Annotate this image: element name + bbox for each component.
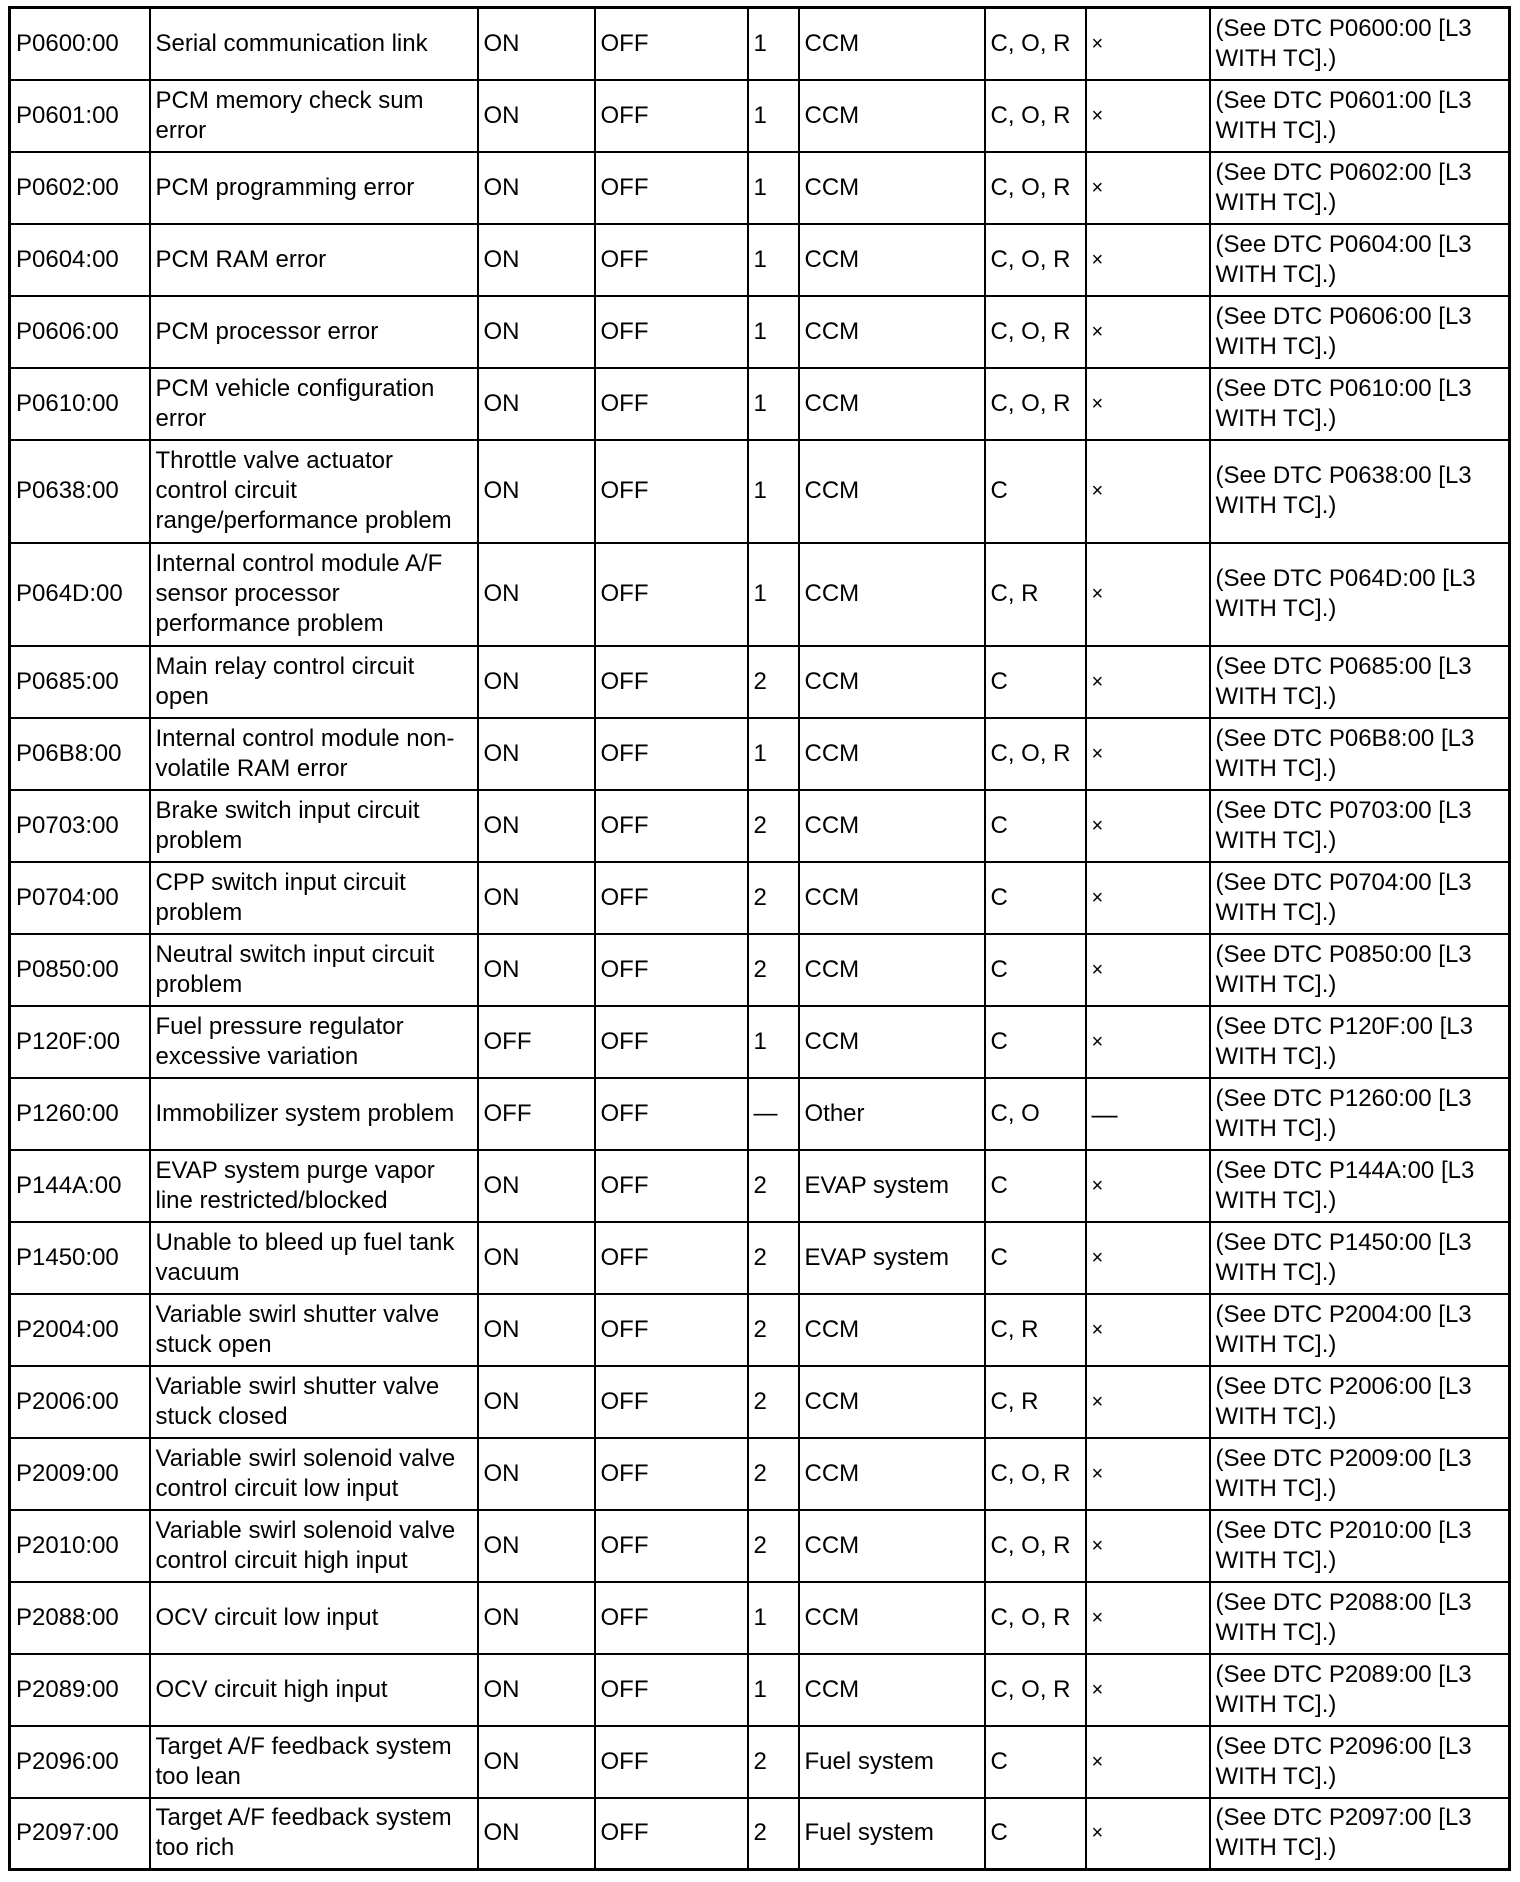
dtc-code: P0606:00 [10, 296, 150, 368]
dtc-col4: OFF [595, 1366, 748, 1438]
dtc-category: CCM [799, 8, 985, 80]
dtc-col3: ON [478, 1222, 595, 1294]
dtc-col3: ON [478, 1582, 595, 1654]
dtc-col4: OFF [595, 1222, 748, 1294]
dtc-reference: (See DTC P2088:00 [L3 WITH TC].) [1210, 1582, 1510, 1654]
dtc-col3: ON [478, 440, 595, 543]
dtc-col5: 2 [748, 862, 799, 934]
dtc-description: Internal control module A/F sensor processor performance problem [150, 543, 478, 646]
dtc-col4: OFF [595, 1726, 748, 1798]
dtc-col4: OFF [595, 80, 748, 152]
dtc-code: P2006:00 [10, 1366, 150, 1438]
dtc-col3: ON [478, 368, 595, 440]
dtc-col4: OFF [595, 1582, 748, 1654]
dtc-col5: 2 [748, 1726, 799, 1798]
table-row [10, 934, 1510, 1006]
table-row [10, 368, 1510, 440]
dtc-col3: OFF [478, 1006, 595, 1078]
dtc-col8: × [1086, 934, 1210, 1006]
dtc-description: Brake switch input circuit problem [150, 790, 478, 862]
dtc-col5: 1 [748, 1582, 799, 1654]
dtc-code: P0600:00 [10, 8, 150, 80]
dtc-col8: × [1086, 1654, 1210, 1726]
dtc-col4: OFF [595, 440, 748, 543]
dtc-reference: (See DTC P06B8:00 [L3 WITH TC].) [1210, 718, 1510, 790]
dtc-col3: ON [478, 8, 595, 80]
dtc-col3: ON [478, 790, 595, 862]
dtc-col8: × [1086, 1582, 1210, 1654]
dtc-col5: 2 [748, 646, 799, 718]
dtc-col8: × [1086, 790, 1210, 862]
dtc-category: Other [799, 1078, 985, 1150]
dtc-description: EVAP system purge vapor line restricted/blocked [150, 1150, 478, 1222]
table-row [10, 8, 1510, 80]
table-row [10, 1078, 1510, 1150]
dtc-col3: ON [478, 862, 595, 934]
table-row [10, 224, 1510, 296]
dtc-col5: 1 [748, 80, 799, 152]
dtc-col5: 2 [748, 1222, 799, 1294]
dtc-col8: × [1086, 8, 1210, 80]
dtc-col7: C [985, 646, 1086, 718]
dtc-col7: C, O, R [985, 296, 1086, 368]
dtc-reference: (See DTC P120F:00 [L3 WITH TC].) [1210, 1006, 1510, 1078]
dtc-col4: OFF [595, 934, 748, 1006]
dtc-col7: C [985, 1222, 1086, 1294]
dtc-category: Fuel system [799, 1798, 985, 1870]
dtc-reference: (See DTC P064D:00 [L3 WITH TC].) [1210, 543, 1510, 646]
dtc-code: P0685:00 [10, 646, 150, 718]
dtc-category: CCM [799, 1510, 985, 1582]
dtc-col8: × [1086, 152, 1210, 224]
dtc-col8: × [1086, 1222, 1210, 1294]
dtc-col5: 2 [748, 1366, 799, 1438]
dtc-category: EVAP system [799, 1222, 985, 1294]
dtc-code: P0850:00 [10, 934, 150, 1006]
table-row [10, 1366, 1510, 1438]
dtc-col8: × [1086, 368, 1210, 440]
table-row [10, 1438, 1510, 1510]
dtc-col3: ON [478, 1654, 595, 1726]
dtc-col4: OFF [595, 718, 748, 790]
dtc-category: EVAP system [799, 1150, 985, 1222]
dtc-col7: C, R [985, 1294, 1086, 1366]
dtc-description: CPP switch input circuit problem [150, 862, 478, 934]
dtc-col8: × [1086, 440, 1210, 543]
dtc-category: CCM [799, 440, 985, 543]
dtc-col7: C, O, R [985, 1654, 1086, 1726]
dtc-category: CCM [799, 718, 985, 790]
table-row [10, 1294, 1510, 1366]
dtc-col8: × [1086, 543, 1210, 646]
dtc-reference: (See DTC P0600:00 [L3 WITH TC].) [1210, 8, 1510, 80]
dtc-col3: ON [478, 1438, 595, 1510]
dtc-col4: OFF [595, 1150, 748, 1222]
dtc-code: P2009:00 [10, 1438, 150, 1510]
dtc-code: P0703:00 [10, 790, 150, 862]
table-row [10, 1654, 1510, 1726]
dtc-category: CCM [799, 543, 985, 646]
dtc-category: CCM [799, 1654, 985, 1726]
dtc-col5: 1 [748, 1006, 799, 1078]
dtc-code: P2010:00 [10, 1510, 150, 1582]
dtc-col8: × [1086, 862, 1210, 934]
dtc-reference: (See DTC P1260:00 [L3 WITH TC].) [1210, 1078, 1510, 1150]
dtc-code: P0601:00 [10, 80, 150, 152]
table-row [10, 296, 1510, 368]
dtc-col8: × [1086, 1294, 1210, 1366]
dtc-col5: 2 [748, 1510, 799, 1582]
dtc-category: CCM [799, 646, 985, 718]
table-row [10, 790, 1510, 862]
dtc-description: PCM RAM error [150, 224, 478, 296]
dtc-category: CCM [799, 790, 985, 862]
dtc-col3: ON [478, 1510, 595, 1582]
dtc-col5: — [748, 1078, 799, 1150]
dtc-category: CCM [799, 296, 985, 368]
dtc-col7: C, O, R [985, 224, 1086, 296]
dtc-category: CCM [799, 1294, 985, 1366]
dtc-col5: 1 [748, 8, 799, 80]
dtc-col5: 2 [748, 790, 799, 862]
table-row [10, 1222, 1510, 1294]
dtc-col5: 1 [748, 1654, 799, 1726]
dtc-col4: OFF [595, 1654, 748, 1726]
dtc-col4: OFF [595, 152, 748, 224]
dtc-col3: OFF [478, 1078, 595, 1150]
dtc-category: CCM [799, 224, 985, 296]
dtc-col5: 1 [748, 440, 799, 543]
dtc-description: Internal control module non-volatile RAM error [150, 718, 478, 790]
dtc-col7: C, O, R [985, 1510, 1086, 1582]
dtc-code: P0704:00 [10, 862, 150, 934]
dtc-reference: (See DTC P2097:00 [L3 WITH TC].) [1210, 1798, 1510, 1870]
dtc-description: Target A/F feedback system too rich [150, 1798, 478, 1870]
dtc-description: PCM memory check sum error [150, 80, 478, 152]
table-row [10, 440, 1510, 543]
dtc-col5: 1 [748, 296, 799, 368]
dtc-col4: OFF [595, 1438, 748, 1510]
dtc-col4: OFF [595, 1510, 748, 1582]
dtc-category: CCM [799, 1366, 985, 1438]
dtc-col5: 2 [748, 1798, 799, 1870]
dtc-col4: OFF [595, 543, 748, 646]
dtc-reference: (See DTC P0703:00 [L3 WITH TC].) [1210, 790, 1510, 862]
dtc-col7: C [985, 440, 1086, 543]
dtc-col4: OFF [595, 224, 748, 296]
dtc-col8: × [1086, 296, 1210, 368]
dtc-category: CCM [799, 1006, 985, 1078]
dtc-reference: (See DTC P2004:00 [L3 WITH TC].) [1210, 1294, 1510, 1366]
dtc-col5: 1 [748, 152, 799, 224]
dtc-col7: C, O, R [985, 1438, 1086, 1510]
dtc-code: P0602:00 [10, 152, 150, 224]
dtc-col8: × [1086, 1438, 1210, 1510]
dtc-col3: ON [478, 1726, 595, 1798]
dtc-category: CCM [799, 1582, 985, 1654]
dtc-code: P0638:00 [10, 440, 150, 543]
dtc-col3: ON [478, 646, 595, 718]
dtc-category: CCM [799, 1438, 985, 1510]
dtc-col8: × [1086, 224, 1210, 296]
dtc-col4: OFF [595, 862, 748, 934]
dtc-code: P144A:00 [10, 1150, 150, 1222]
dtc-col3: ON [478, 934, 595, 1006]
table-row [10, 1582, 1510, 1654]
dtc-col7: C, O, R [985, 152, 1086, 224]
dtc-reference: (See DTC P2089:00 [L3 WITH TC].) [1210, 1654, 1510, 1726]
dtc-col8: × [1086, 1006, 1210, 1078]
dtc-code: P0604:00 [10, 224, 150, 296]
dtc-col8: × [1086, 80, 1210, 152]
dtc-col4: OFF [595, 296, 748, 368]
dtc-col7: C [985, 790, 1086, 862]
dtc-col7: C [985, 1006, 1086, 1078]
dtc-description: Variable swirl solenoid valve control circuit high input [150, 1510, 478, 1582]
dtc-description: Target A/F feedback system too lean [150, 1726, 478, 1798]
dtc-reference: (See DTC P2006:00 [L3 WITH TC].) [1210, 1366, 1510, 1438]
dtc-code: P06B8:00 [10, 718, 150, 790]
dtc-col7: C, O, R [985, 718, 1086, 790]
table-row [10, 862, 1510, 934]
dtc-col5: 1 [748, 368, 799, 440]
dtc-col7: C, R [985, 1366, 1086, 1438]
dtc-col5: 2 [748, 1438, 799, 1510]
dtc-col7: C, R [985, 543, 1086, 646]
dtc-col8: × [1086, 1150, 1210, 1222]
dtc-col8: × [1086, 1726, 1210, 1798]
dtc-col7: C [985, 862, 1086, 934]
dtc-col3: ON [478, 1294, 595, 1366]
dtc-description: PCM processor error [150, 296, 478, 368]
dtc-col4: OFF [595, 646, 748, 718]
dtc-col3: ON [478, 224, 595, 296]
dtc-col3: ON [478, 152, 595, 224]
dtc-code: P2089:00 [10, 1654, 150, 1726]
dtc-category: CCM [799, 862, 985, 934]
dtc-reference: (See DTC P0704:00 [L3 WITH TC].) [1210, 862, 1510, 934]
dtc-col3: ON [478, 80, 595, 152]
table-row [10, 80, 1510, 152]
dtc-col5: 2 [748, 934, 799, 1006]
dtc-description: Neutral switch input circuit problem [150, 934, 478, 1006]
dtc-description: Throttle valve actuator control circuit range/performance problem [150, 440, 478, 543]
table-row [10, 543, 1510, 646]
dtc-reference: (See DTC P2096:00 [L3 WITH TC].) [1210, 1726, 1510, 1798]
dtc-col7: C, O, R [985, 80, 1086, 152]
dtc-reference: (See DTC P0601:00 [L3 WITH TC].) [1210, 80, 1510, 152]
dtc-col4: OFF [595, 1006, 748, 1078]
dtc-code: P0610:00 [10, 368, 150, 440]
dtc-reference: (See DTC P2010:00 [L3 WITH TC].) [1210, 1510, 1510, 1582]
dtc-col7: C [985, 1798, 1086, 1870]
dtc-category: CCM [799, 80, 985, 152]
dtc-col5: 2 [748, 1294, 799, 1366]
dtc-description: Variable swirl shutter valve stuck closed [150, 1366, 478, 1438]
dtc-description: PCM vehicle configuration error [150, 368, 478, 440]
dtc-col3: ON [478, 1798, 595, 1870]
dtc-col5: 1 [748, 718, 799, 790]
dtc-col8: × [1086, 718, 1210, 790]
dtc-col5: 2 [748, 1150, 799, 1222]
dtc-category: CCM [799, 368, 985, 440]
dtc-code: P064D:00 [10, 543, 150, 646]
dtc-description: OCV circuit low input [150, 1582, 478, 1654]
dtc-col4: OFF [595, 1798, 748, 1870]
dtc-col4: OFF [595, 1294, 748, 1366]
dtc-description: Serial communication link [150, 8, 478, 80]
dtc-code: P1450:00 [10, 1222, 150, 1294]
dtc-category: CCM [799, 152, 985, 224]
dtc-description: Variable swirl shutter valve stuck open [150, 1294, 478, 1366]
dtc-reference: (See DTC P0606:00 [L3 WITH TC].) [1210, 296, 1510, 368]
dtc-category: CCM [799, 934, 985, 1006]
dtc-col5: 1 [748, 224, 799, 296]
table-row [10, 718, 1510, 790]
dtc-col8: — [1086, 1078, 1210, 1150]
dtc-reference: (See DTC P1450:00 [L3 WITH TC].) [1210, 1222, 1510, 1294]
table-row [10, 1726, 1510, 1798]
dtc-col8: × [1086, 1366, 1210, 1438]
dtc-code: P2004:00 [10, 1294, 150, 1366]
dtc-col7: C [985, 1150, 1086, 1222]
dtc-description: Main relay control circuit open [150, 646, 478, 718]
table-row [10, 646, 1510, 718]
dtc-category: Fuel system [799, 1726, 985, 1798]
dtc-reference: (See DTC P0850:00 [L3 WITH TC].) [1210, 934, 1510, 1006]
dtc-col3: ON [478, 1150, 595, 1222]
dtc-code: P2088:00 [10, 1582, 150, 1654]
dtc-description: OCV circuit high input [150, 1654, 478, 1726]
dtc-code: P1260:00 [10, 1078, 150, 1150]
dtc-description: PCM programming error [150, 152, 478, 224]
dtc-code: P2097:00 [10, 1798, 150, 1870]
dtc-col4: OFF [595, 1078, 748, 1150]
dtc-reference: (See DTC P0638:00 [L3 WITH TC].) [1210, 440, 1510, 543]
dtc-code: P120F:00 [10, 1006, 150, 1078]
table-row [10, 1510, 1510, 1582]
dtc-description: Unable to bleed up fuel tank vacuum [150, 1222, 478, 1294]
dtc-reference: (See DTC P0610:00 [L3 WITH TC].) [1210, 368, 1510, 440]
dtc-col5: 1 [748, 543, 799, 646]
dtc-col7: C [985, 1726, 1086, 1798]
dtc-description: Fuel pressure regulator excessive variation [150, 1006, 478, 1078]
dtc-col7: C, O, R [985, 1582, 1086, 1654]
dtc-reference: (See DTC P0602:00 [L3 WITH TC].) [1210, 152, 1510, 224]
dtc-col7: C, O [985, 1078, 1086, 1150]
table-row [10, 1150, 1510, 1222]
dtc-reference: (See DTC P0685:00 [L3 WITH TC].) [1210, 646, 1510, 718]
dtc-col4: OFF [595, 790, 748, 862]
dtc-table-body [10, 8, 1510, 1870]
dtc-description: Immobilizer system problem [150, 1078, 478, 1150]
dtc-col4: OFF [595, 8, 748, 80]
table-row [10, 1798, 1510, 1870]
dtc-code: P2096:00 [10, 1726, 150, 1798]
dtc-col3: ON [478, 296, 595, 368]
dtc-col8: × [1086, 646, 1210, 718]
dtc-table [8, 6, 1511, 1871]
dtc-col3: ON [478, 718, 595, 790]
dtc-col4: OFF [595, 368, 748, 440]
dtc-col3: ON [478, 1366, 595, 1438]
dtc-reference: (See DTC P0604:00 [L3 WITH TC].) [1210, 224, 1510, 296]
dtc-reference: (See DTC P144A:00 [L3 WITH TC].) [1210, 1150, 1510, 1222]
table-row [10, 152, 1510, 224]
dtc-description: Variable swirl solenoid valve control circuit low input [150, 1438, 478, 1510]
table-row [10, 1006, 1510, 1078]
dtc-col3: ON [478, 543, 595, 646]
dtc-col7: C, O, R [985, 8, 1086, 80]
dtc-col7: C [985, 934, 1086, 1006]
dtc-col8: × [1086, 1510, 1210, 1582]
dtc-col8: × [1086, 1798, 1210, 1870]
dtc-col7: C, O, R [985, 368, 1086, 440]
dtc-reference: (See DTC P2009:00 [L3 WITH TC].) [1210, 1438, 1510, 1510]
